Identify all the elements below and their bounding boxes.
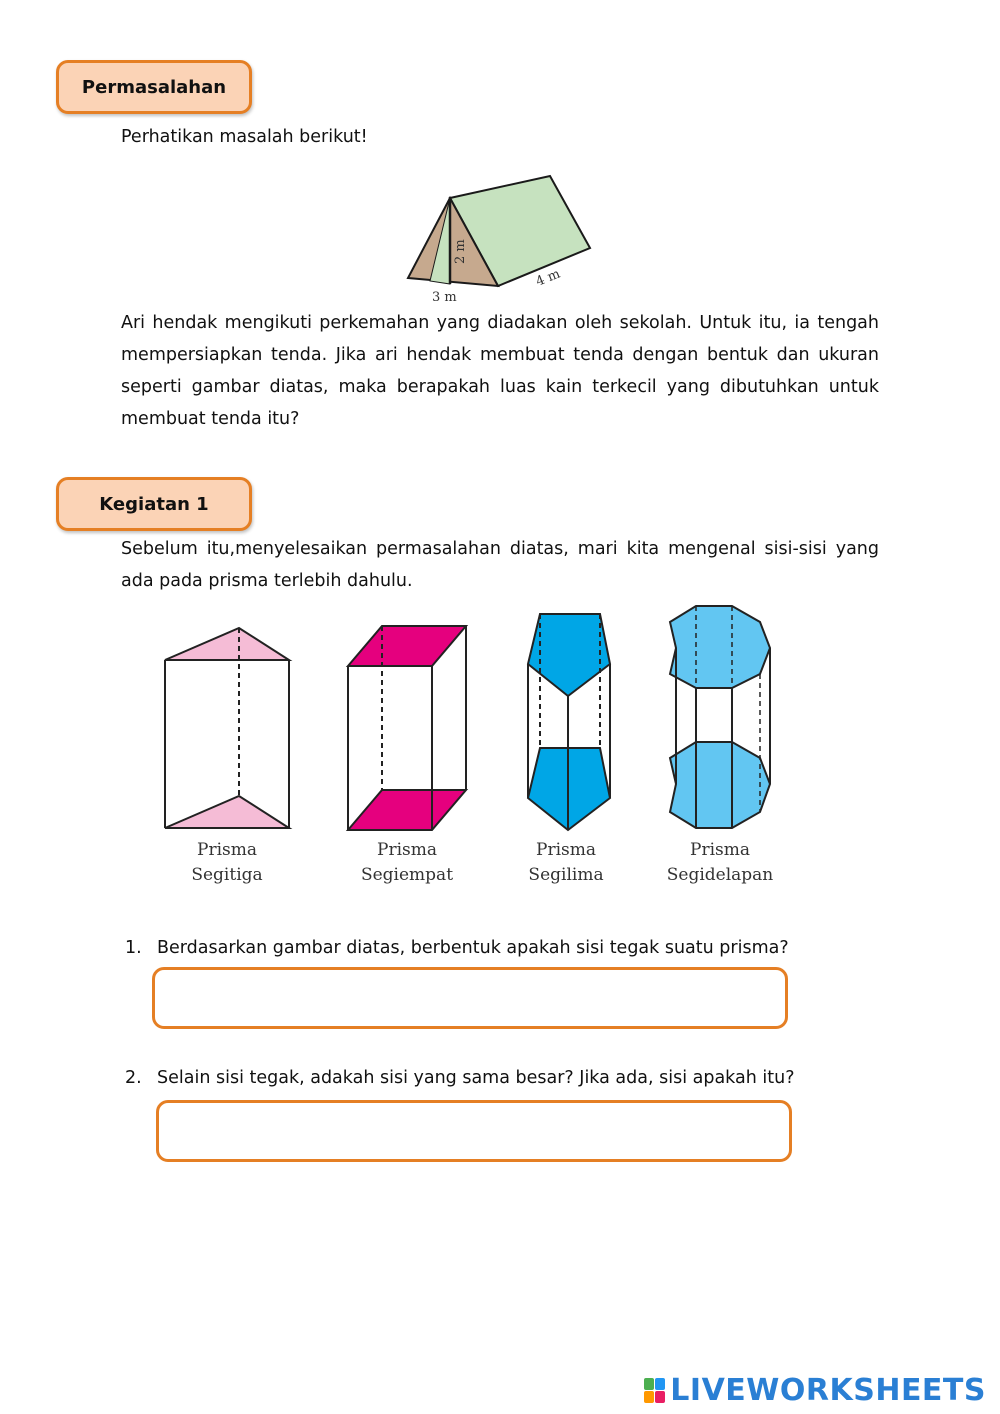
problem-intro: Perhatikan masalah berikut!	[121, 127, 368, 147]
liveworksheets-icon	[644, 1378, 666, 1404]
question-2	[125, 1068, 795, 1088]
prism-triangular-top	[165, 628, 289, 660]
prism-octagonal	[667, 606, 774, 885]
liveworksheets-text: LIVEWORKSHEETS	[670, 1373, 986, 1408]
prism-rectangular-label-1: Prisma	[377, 840, 437, 860]
prism-rectangular-base	[348, 790, 466, 830]
prism-triangular	[165, 628, 289, 885]
prisms-figure	[150, 600, 800, 895]
tent-figure	[400, 168, 600, 308]
prism-rectangular	[348, 626, 466, 885]
prism-pentagonal-label-2: Segilima	[528, 865, 604, 885]
answer-2-box[interactable]	[156, 1100, 792, 1162]
prism-triangular-label-2: Segitiga	[191, 865, 263, 885]
prism-triangular-label-1: Prisma	[197, 840, 257, 860]
prism-rectangular-top	[348, 626, 466, 666]
kegiatan-intro: Sebelum itu,menyelesaikan permasalahan diatas, mari kita mengenal sisi-sisi yang ada pada prisma terlebih dahulu.	[121, 539, 879, 591]
question-1-number: 1.	[125, 938, 142, 958]
prism-octagonal-base	[670, 742, 770, 828]
prism-octagonal-label-1: Prisma	[690, 840, 750, 860]
answer-1-box[interactable]	[152, 967, 788, 1029]
tent-height-label: 2 m	[453, 239, 468, 264]
question-2-number: 2.	[125, 1068, 142, 1088]
prism-octagonal-top	[670, 606, 770, 688]
liveworksheets-logo	[644, 1373, 986, 1408]
question-2-text: Selain sisi tegak, adakah sisi yang sama besar? Jika ada, sisi apakah itu?	[157, 1068, 795, 1088]
kegiatan-tag-label: Kegiatan 1	[99, 493, 209, 515]
prism-pentagonal	[528, 614, 610, 885]
prism-pentagonal-label-1: Prisma	[536, 840, 596, 860]
prism-triangular-base	[165, 796, 289, 828]
permasalahan-tag	[56, 60, 252, 114]
permasalahan-tag-label: Permasalahan	[81, 76, 227, 98]
prism-octagonal-label-2: Segidelapan	[666, 865, 774, 885]
problem-statement: Ari hendak mengikuti perkemahan yang diadakan oleh sekolah. Untuk itu, ia tengah mempersiapkan tenda. Jika ari hendak membuat tenda dengan bentuk dan ukuran seperti gambar diatas, maka berapakah luas kain terkecil yang dibutuhkan untuk membuat tenda itu?	[121, 313, 879, 429]
prism-rectangular-label-2: Segiempat	[360, 865, 454, 885]
question-1	[125, 938, 789, 958]
kegiatan-tag	[56, 477, 252, 531]
tent-length-label: 4 m	[533, 266, 563, 290]
tent-base-label: 3 m	[432, 290, 457, 305]
question-1-text: Berdasarkan gambar diatas, berbentuk apakah sisi tegak suatu prisma?	[157, 938, 789, 958]
